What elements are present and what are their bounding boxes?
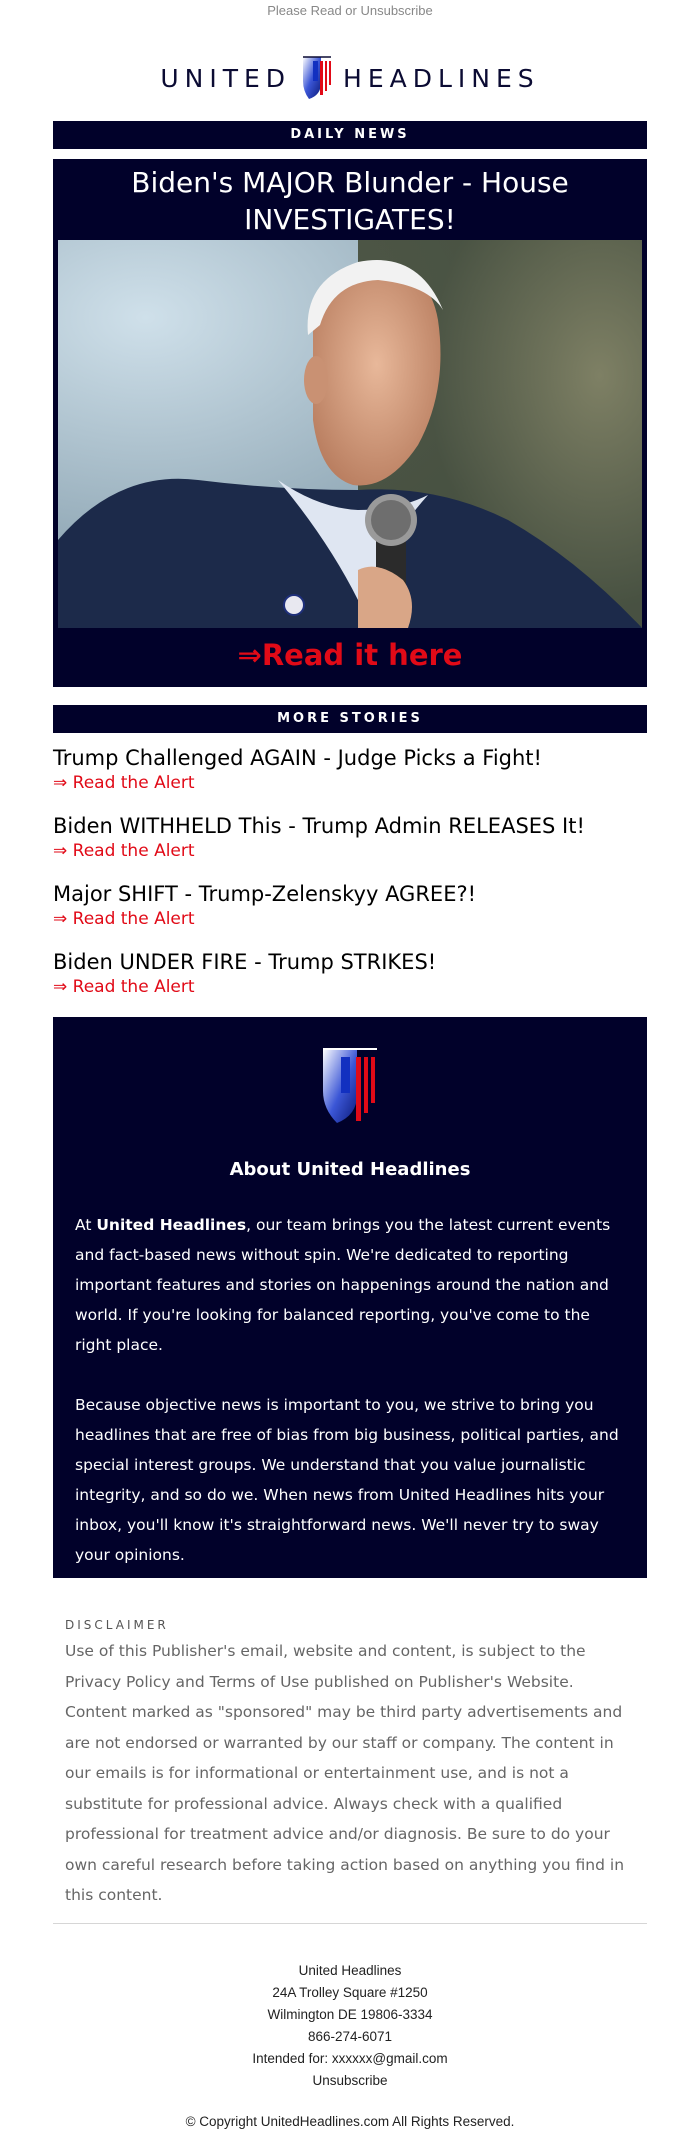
story-title-link[interactable]: Major SHIFT - Trump-Zelenskyy AGREE?! (53, 882, 477, 906)
unsubscribe-link[interactable]: Unsubscribe (312, 2072, 388, 2088)
shield-logo-icon (301, 55, 333, 101)
list-item (53, 949, 647, 998)
about-p1-prefix: At (75, 1216, 97, 1234)
shield-logo-icon (319, 1045, 381, 1127)
about-section (53, 1017, 647, 1578)
daily-news-bar: DAILY NEWS (53, 121, 647, 149)
read-alert-link[interactable]: ⇒ Read the Alert (53, 909, 195, 929)
about-p1-text: , our team brings you the latest current events and fact-based news without spin. We're dedicated to reporting important features and stories on happenings around the nation and world. If you're looking for balanced reporting, you've come to the right place. (75, 1216, 611, 1354)
about-title: About United Headlines (229, 1159, 471, 1180)
disclaimer-body: Use of this Publisher's email, website and content, is subject to the Privacy Policy and Terms of Use published on Publisher's Website. Content marked as "sponsored" may be third party advertisements and are not endorsed or warranted by our staff or company. The content in our emails is for informational or entertainment use, and is not a substitute for professional advice. Always check with a qualified professional for treatment advice and/or diagnosis. Be sure to do your own careful research before taking action based on anything you find in this content. (65, 1642, 625, 1904)
footer-address-line-1: 24A Trolley Square #1250 (272, 1984, 428, 2000)
read-alert-link[interactable]: ⇒ Read the Alert (53, 977, 195, 997)
list-item (53, 745, 647, 794)
brand-word-left: UNITED (160, 63, 292, 93)
brand-logo[interactable] (53, 45, 647, 111)
divider (53, 1923, 647, 1924)
list-item (53, 813, 647, 862)
brand-word-right: HEADLINES (343, 63, 540, 93)
story-title-link[interactable]: Biden WITHHELD This - Trump Admin RELEASES It! (53, 814, 585, 838)
more-stories-bar: MORE STORIES (53, 705, 647, 733)
about-paragraph-2: Because objective news is important to you, we strive to bring you headlines that are free of bias from big business, political parties, and special interest groups. We understand that you value journalistic integrity, and so do we. When news from United Headlines hits your inbox, you'll know it's straightforward news. We'll never try to sway your opinions. (75, 1396, 619, 1564)
preheader-link[interactable]: Please Read or Unsubscribe (267, 3, 433, 18)
read-alert-link[interactable]: ⇒ Read the Alert (53, 773, 195, 793)
about-paragraph-1 (75, 1210, 625, 1360)
footer (53, 1960, 647, 2092)
preheader (0, 0, 700, 25)
story-list (53, 745, 647, 998)
hero-headline-link[interactable]: Biden's MAJOR Blunder - House INVESTIGATES! (131, 166, 569, 236)
story-title-link[interactable]: Biden UNDER FIRE - Trump STRIKES! (53, 950, 437, 974)
list-item (53, 881, 647, 930)
footer-phone: 866-274-6071 (307, 2028, 393, 2044)
footer-company: United Headlines (298, 1962, 402, 1978)
read-alert-link[interactable]: ⇒ Read the Alert (53, 841, 195, 861)
speaker-photo-illustration (58, 240, 642, 628)
disclaimer-heading: DISCLAIMER (65, 1618, 169, 1632)
about-p1-brand: United Headlines (96, 1216, 247, 1234)
email-container (53, 45, 647, 2129)
footer-intended-for: Intended for: xxxxxx@gmail.com (252, 2050, 448, 2066)
hero-read-link[interactable]: ⇒Read it here (237, 638, 463, 672)
hero-card (53, 159, 647, 687)
hero-photo[interactable] (58, 240, 642, 628)
story-title-link[interactable]: Trump Challenged AGAIN - Judge Picks a Fight! (53, 746, 542, 770)
footer-address-line-2: Wilmington DE 19806-3334 (267, 2006, 433, 2022)
disclaimer-section (53, 1578, 647, 1911)
copyright: © Copyright UnitedHeadlines.com All Rights Reserved. (185, 2113, 515, 2129)
